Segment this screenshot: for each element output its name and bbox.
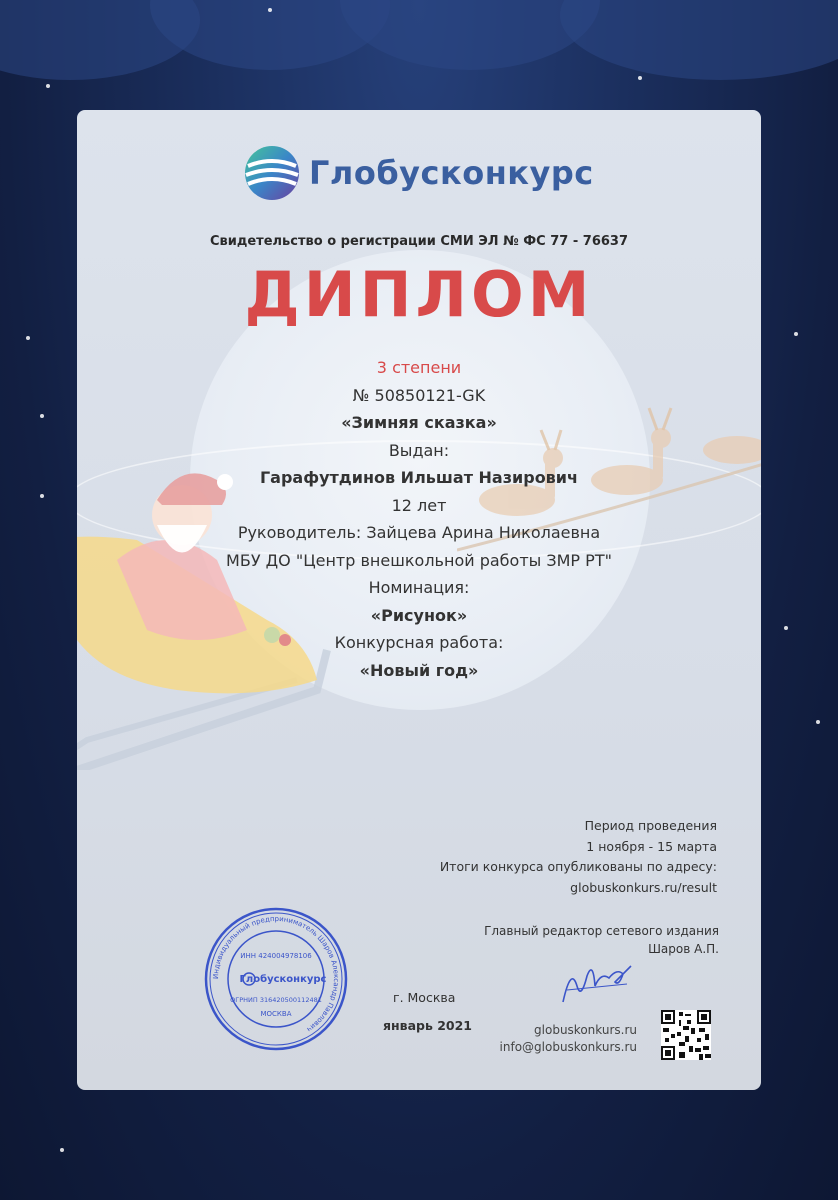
diploma-details: [77, 354, 761, 684]
star-icon: [784, 626, 788, 630]
background-cloud: [560, 0, 838, 80]
work-title: «Новый год»: [359, 660, 479, 680]
email-link[interactable]: info@globuskonkurs.ru: [499, 1040, 637, 1054]
star-icon: [26, 336, 30, 340]
contest-info: [440, 816, 717, 898]
star-icon: [794, 332, 798, 336]
diploma-card: [77, 110, 761, 1090]
diploma-title: ДИПЛОМ: [244, 258, 594, 331]
recipient-age: 12 лет: [391, 495, 447, 515]
logo: [243, 144, 594, 202]
stamp-center-text: Глобусконкурс: [239, 974, 327, 985]
degree: 3 степени: [376, 358, 462, 377]
issued-label: Выдан:: [388, 440, 450, 460]
results-label: Итоги конкурса опубликованы по адресу:: [439, 859, 717, 874]
official-stamp: [203, 906, 349, 1052]
work-label: Конкурсная работа:: [334, 633, 504, 652]
star-icon: [268, 8, 272, 12]
logo-text: Глобусконкурс: [309, 154, 594, 192]
period-label: Период проведения: [584, 818, 717, 833]
star-icon: [40, 494, 44, 498]
editor-title: Главный редактор сетевого издания: [484, 924, 719, 938]
registration-text: Свидетельство о регистрации СМИ ЭЛ № ФС 77 - 76637: [209, 234, 629, 249]
organization: МБУ ДО "Центр внешкольной работы ЗМР РТ": [226, 550, 612, 570]
editor-name: Шаров А.П.: [648, 942, 719, 956]
star-icon: [46, 84, 50, 88]
editor-block: [484, 922, 719, 958]
issue-date: январь 2021: [383, 1018, 473, 1033]
diploma-number: № 50850121-GK: [352, 385, 486, 405]
supervisor: Руководитель: Зайцева Арина Николаевна: [237, 523, 601, 542]
stamp-ogrnip: ОГРНИП 316420500112481: [230, 996, 322, 1004]
qr-code-icon[interactable]: [661, 1010, 711, 1060]
star-icon: [638, 76, 642, 80]
star-icon: [816, 720, 820, 724]
city: г. Москва: [393, 990, 456, 1005]
period-dates: 1 ноября - 15 марта: [586, 838, 717, 854]
nomination: «Рисунок»: [370, 605, 468, 625]
stamp-inn: ИНН 424004978106: [240, 952, 312, 960]
stamp-ring-text: Индивидуальный предприниматель Шаров Александр Павлович: [211, 914, 341, 1034]
recipient-name: Гарафутдинов Ильшат Назирович: [259, 468, 578, 487]
star-icon: [60, 1148, 64, 1152]
star-icon: [40, 414, 44, 418]
nomination-label: Номинация:: [368, 578, 470, 597]
contacts: [500, 1022, 637, 1056]
results-url: globuskonkurs.ru/result: [570, 879, 717, 895]
stamp-city: МОСКВА: [260, 1010, 292, 1018]
site-link[interactable]: globuskonkurs.ru: [534, 1023, 637, 1037]
contest-name: «Зимняя сказка»: [341, 413, 497, 432]
globe-logo-icon: [243, 144, 301, 202]
signature-icon: [557, 956, 637, 1006]
